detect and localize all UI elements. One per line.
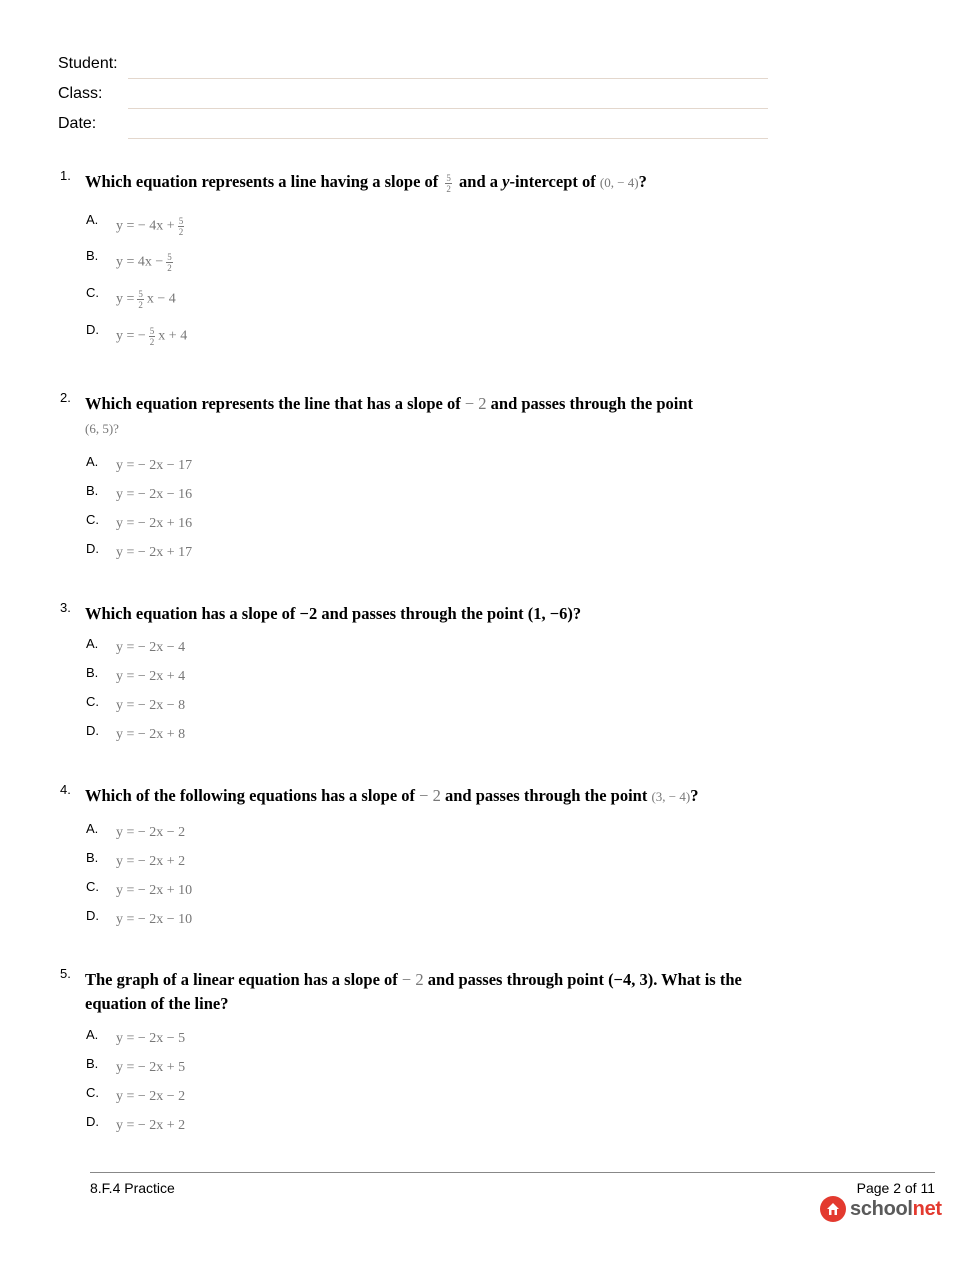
schoolnet-logo: schoolnet [820,1195,942,1223]
question-text: The graph of a linear equation has a slope of − 2 and passes through point (−4, 3). What is the equation of the line? [85,970,742,1013]
question-1 [60,170,780,195]
footer-divider [90,1172,935,1173]
question-number: 3. [60,600,71,615]
question-2 [60,392,780,441]
question-4 [60,784,780,809]
question-number: 1. [60,168,71,183]
student-label: Student: [58,55,118,72]
question-5 [60,968,780,1016]
question-number: 2. [60,390,71,405]
slope-fraction: $\frac{5}{2}$ [446,172,451,194]
question-text: Which equation represents a line having a slope of $\frac{5}{2}$ and a y-intercept of (0, − 4)? [85,172,647,194]
class-label: Class: [58,85,103,102]
house-icon [820,1196,846,1222]
question-3 [60,602,780,626]
page-number: Page 2 of 11 [856,1180,935,1196]
date-label: Date: [58,115,97,132]
footer-title: 8.F.4 Practice [90,1180,175,1196]
class-field-line[interactable] [128,108,768,109]
question-number: 5. [60,966,71,981]
date-field-line[interactable] [128,138,768,139]
question-text: Which equation represents the line that has a slope of − 2 and passes through the point (6, 5)? [85,394,693,436]
question-text: Which equation has a slope of −2 and passes through the point (1, −6)? [85,604,582,623]
question-text: Which of the following equations has a slope of − 2 and passes through the point (3, − 4)? [85,786,699,805]
student-field-line[interactable] [128,78,768,79]
question-number: 4. [60,782,71,797]
